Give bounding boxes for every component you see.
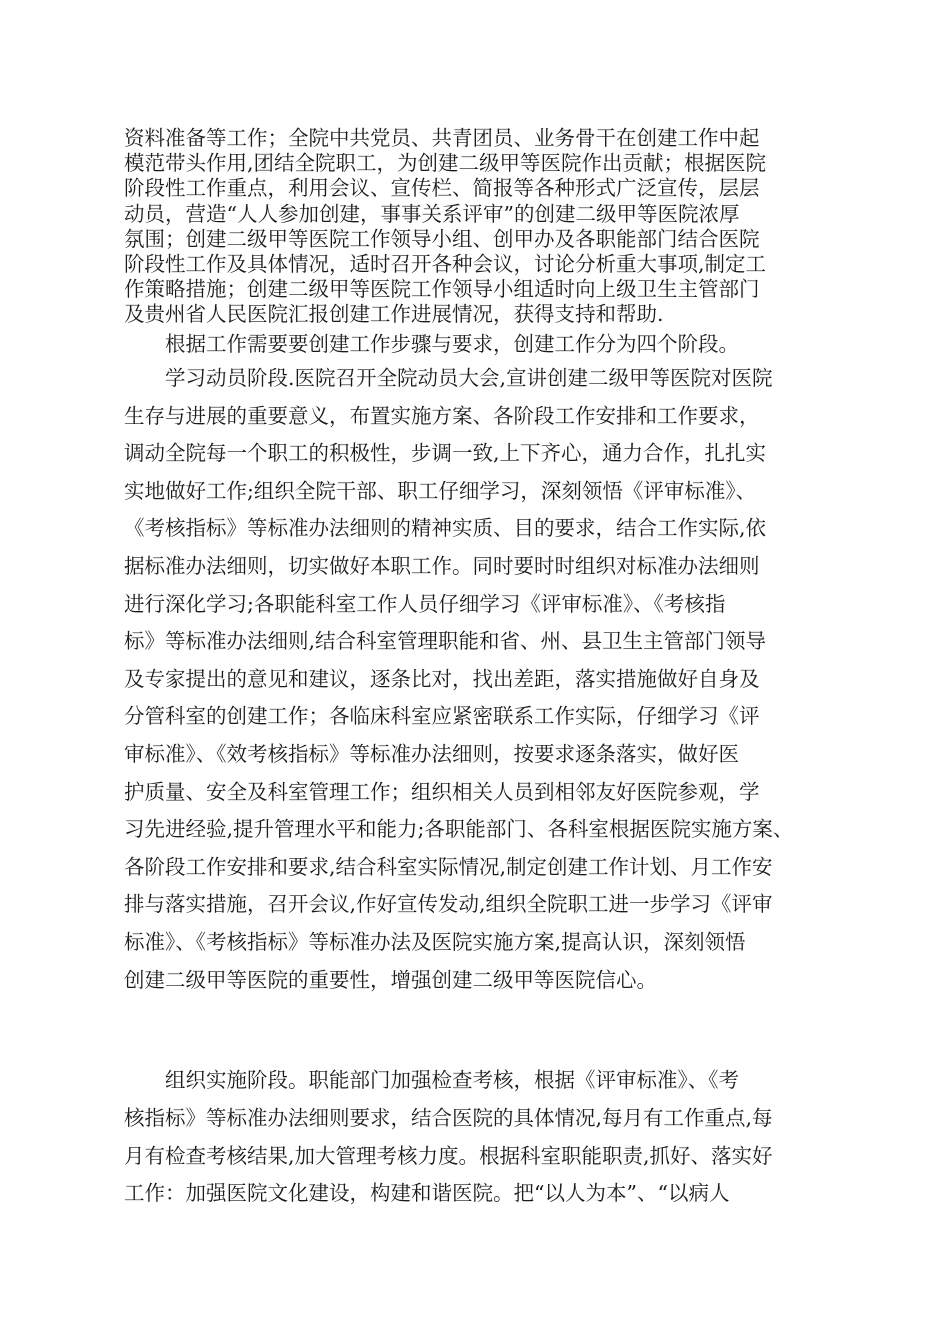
text-line: 《考核指标》等标准办法细则的精神实质、目的要求，结合工作实际,依 <box>124 516 767 541</box>
text-line: 氛围；创建二级甲等医院工作领导小组、创甲办及各职能部门结合医院 <box>124 226 760 251</box>
text-line: 调动全院每一个职工的积极性，步调一致,上下齐心，通力合作，扎扎实 <box>124 441 767 466</box>
text-line: 核指标》等标准办法细则要求，结合医院的具体情况,每月有工作重点,每 <box>124 1105 773 1130</box>
paragraph-study-mobilization <box>124 360 844 999</box>
text-line: 实地做好工作;组织全院干部、职工仔细学习，深刻领悟《评审标准》、 <box>124 478 757 503</box>
text-line: 工作：加强医院文化建设，构建和谐医院。把“以人为本”、“以病人 <box>124 1181 730 1206</box>
text-line: 资料准备等工作；全院中共党员、共青团员、业务骨干在创建工作中起 <box>124 126 760 150</box>
text-line: 阶段性工作及具体情况，适时召开各种会议，讨论分析重大事项,制定工 <box>124 251 767 276</box>
text-line: 生存与进展的重要意义，布置实施方案、各阶段工作安排和工作要求， <box>124 403 760 428</box>
text-line: 标》等标准办法细则,结合科室管理职能和省、州、县卫生主管部门领导 <box>124 629 767 654</box>
text-line: 护质量、安全及科室管理工作；组织相关人员到相邻友好医院参观，学 <box>124 779 760 804</box>
text-line: 各阶段工作安排和要求,结合科室实际情况,制定创建工作计划、月工作安 <box>124 854 773 879</box>
text-line: 模范带头作用,团结全院职工，为创建二级甲等医院作出贡献；根据医院 <box>124 151 767 176</box>
text-line: 排与落实措施，召开会议,作好宣传发动,组织全院职工进一步学习《评审 <box>124 892 773 917</box>
paragraph-implementation <box>124 1062 844 1213</box>
text-line: 进行深化学习;各职能科室工作人员仔细学习《评审标准》、《考核指 <box>124 591 726 616</box>
text-line: 习先进经验,提升管理水平和能力;各职能部门、各科室根据医院实施方案、 <box>124 817 794 842</box>
text-line: 审标准》、《效考核指标》等标准办法细则，按要求逐条落实，做好医 <box>124 741 739 766</box>
text-line: 作策略措施；创建二级甲等医院工作领导小组适时向上级卫生主管部门 <box>124 277 760 302</box>
text-line: 根据工作需要要创建工作步骤与要求，创建工作分为四个阶段。 <box>124 332 739 356</box>
text-line: 分管科室的创建工作；各临床科室应紧密联系工作实际，仔细学习《评 <box>124 704 760 729</box>
text-line: 动员，营造“人人参加创建，事事关系评审”的创建二级甲等医院浓厚 <box>124 201 740 226</box>
text-line: 标准》、《考核指标》等标准办法及医院实施方案,提高认识，深刻领悟 <box>124 929 746 954</box>
text-line: 及专家提出的意见和建议，逐条比对，找出差距，落实措施做好自身及 <box>124 666 760 691</box>
text-line: 据标准办法细则，切实做好本职工作。同时要时时组织对标准办法细则 <box>124 553 760 578</box>
text-line: 月有检查考核结果,加大管理考核力度。根据科室职能职责,抓好、落实好 <box>124 1143 773 1168</box>
text-line: 学习动员阶段.医院召开全院动员大会,宣讲创建二级甲等医院对医院 <box>124 366 773 390</box>
paragraph-four-stages <box>124 328 844 360</box>
paragraph-continuation <box>124 126 844 328</box>
text-line: 创建二级甲等医院的重要性，增强创建二级甲等医院信心。 <box>124 967 657 992</box>
text-line: 组织实施阶段。职能部门加强检查考核，根据《评审标准》、《考 <box>124 1068 739 1092</box>
text-line: 及贵州省人民医院汇报创建工作进展情况，获得支持和帮助. <box>124 302 664 327</box>
text-line: 阶段性工作重点，利用会议、宣传栏、简报等各种形式广泛宣传，层层 <box>124 176 760 201</box>
